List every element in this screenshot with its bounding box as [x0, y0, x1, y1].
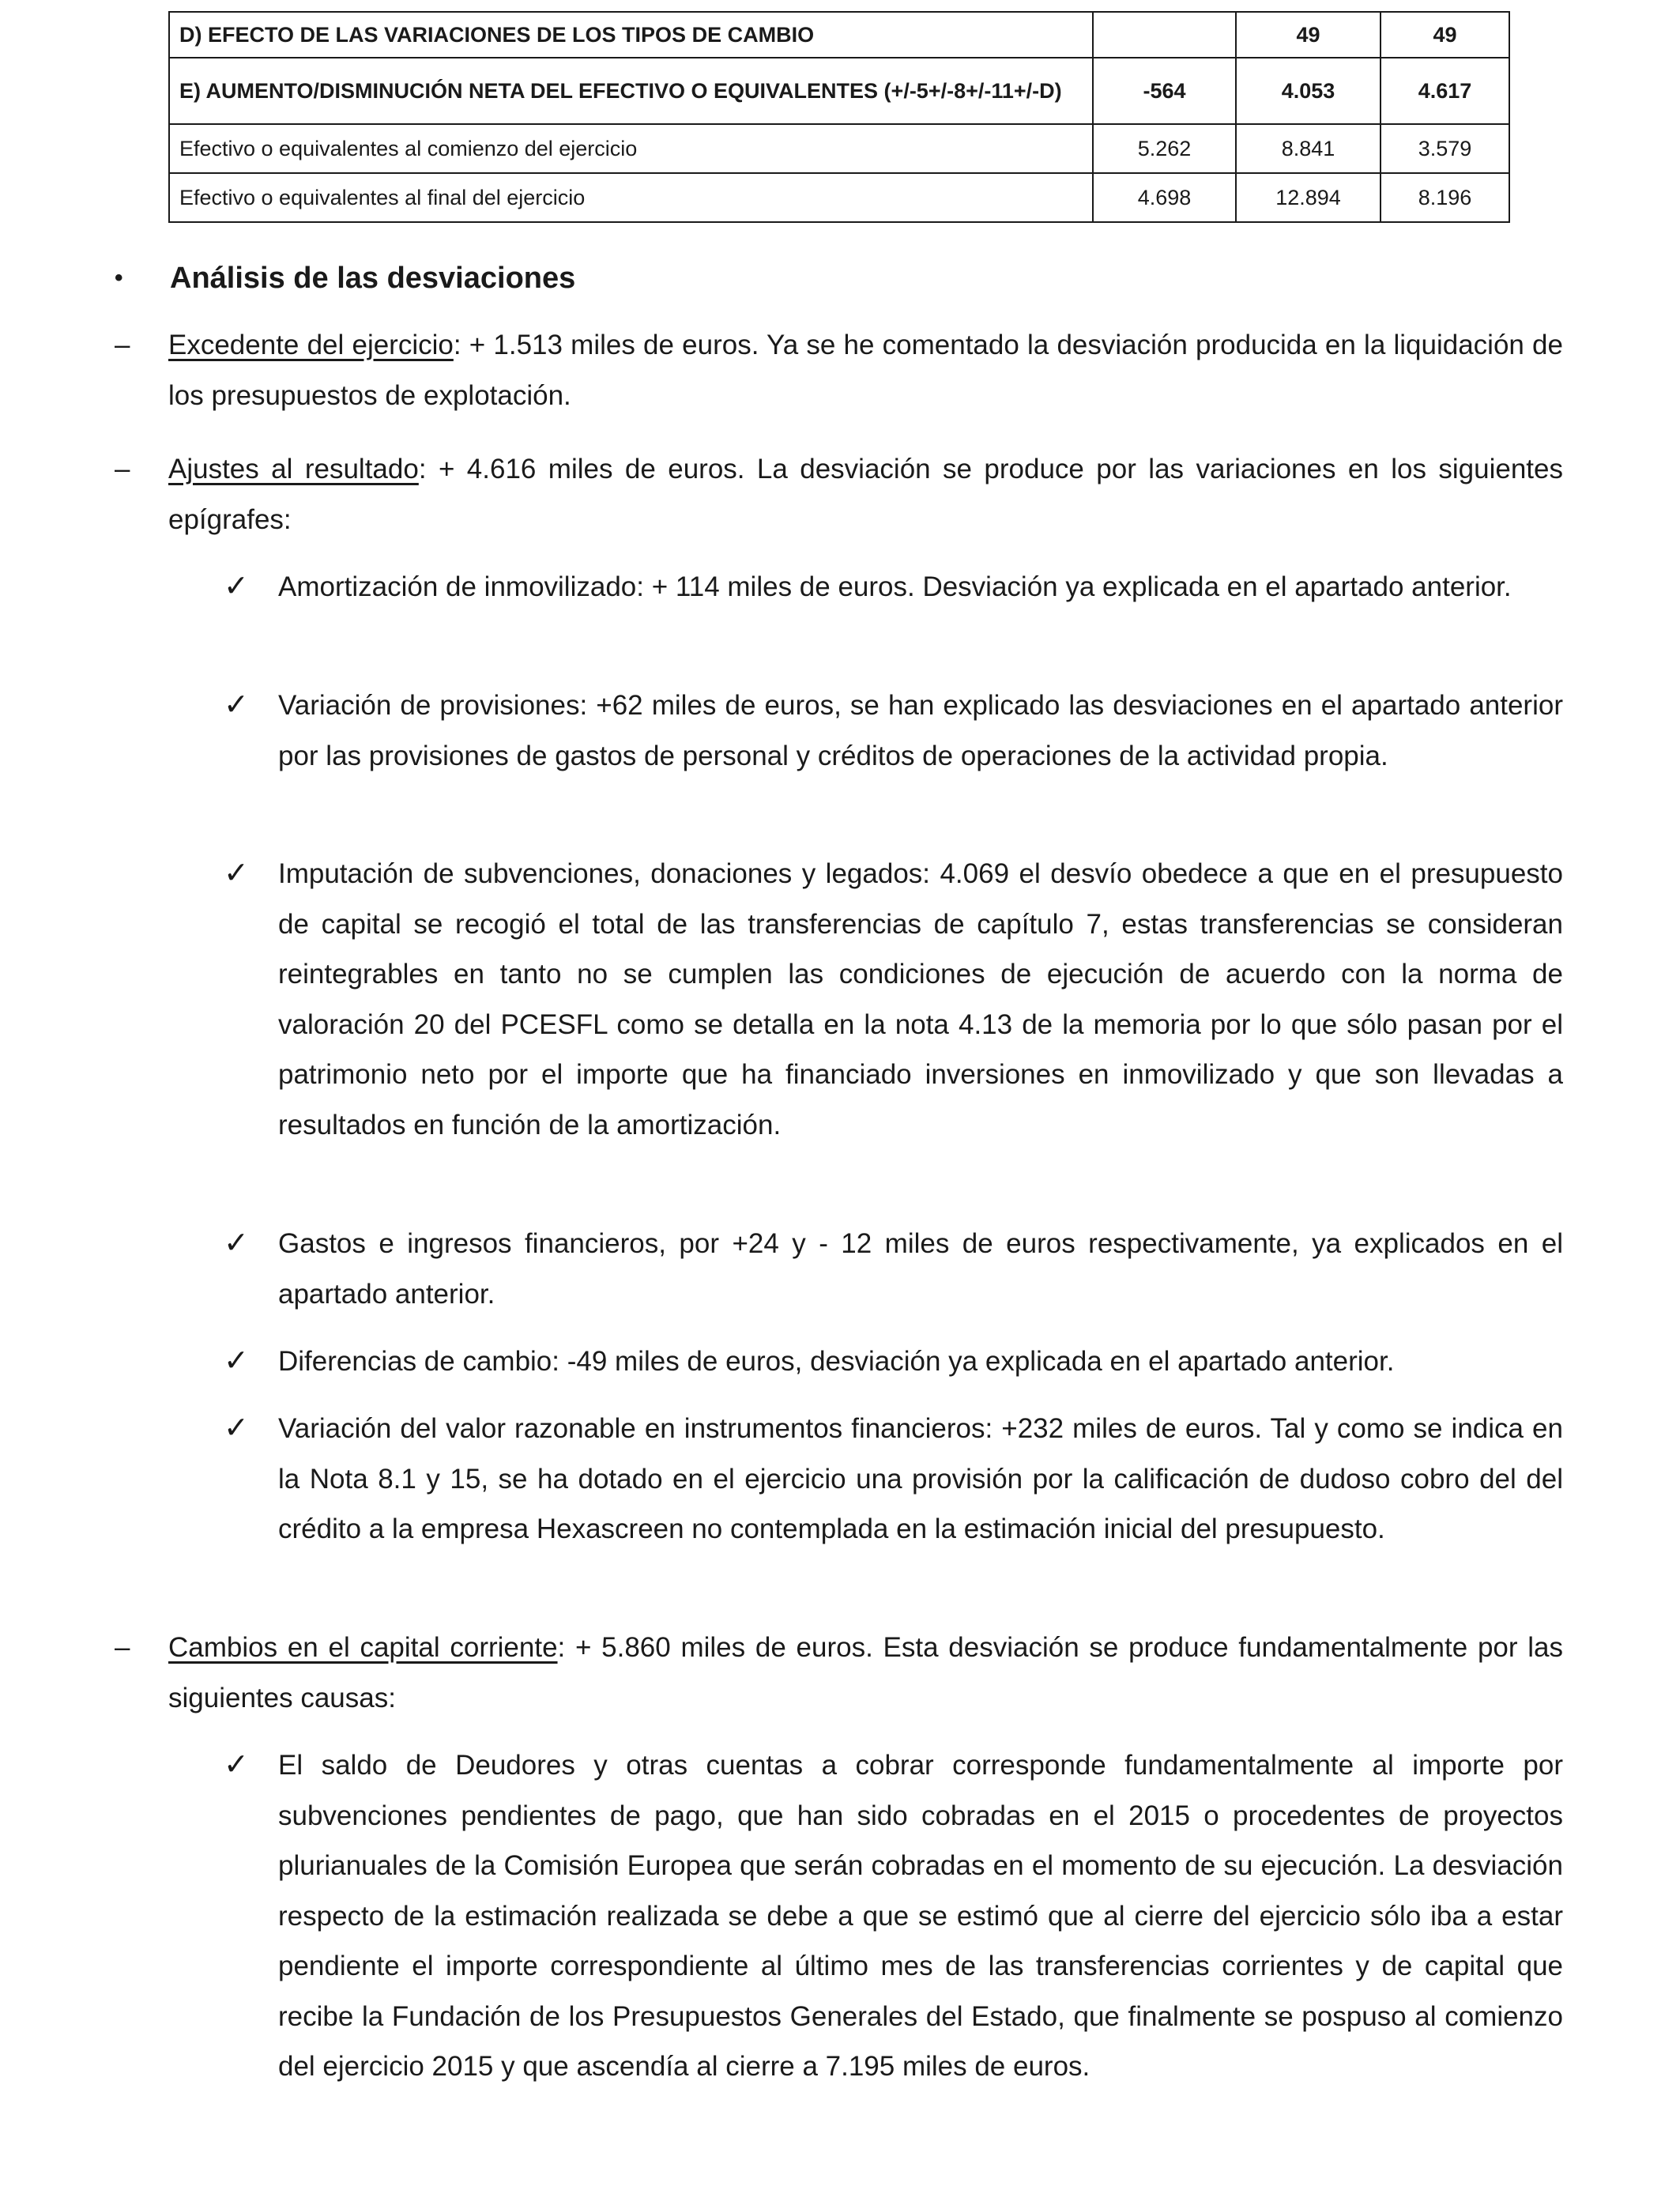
excedente-text: : + 1.513 miles de euros. Ya se he comentado la desviación producida en la liquidación de los presupuestos de explotación.: [168, 330, 1563, 411]
ajustes-label: Ajustes al resultado: [168, 454, 419, 484]
row-label: D) EFECTO DE LAS VARIACIONES DE LOS TIPOS DE CAMBIO: [169, 12, 1093, 58]
cell-value: 8.841: [1236, 124, 1381, 173]
cell-value: 4.053: [1236, 58, 1381, 124]
table-row: [169, 58, 1509, 124]
checkmark-icon: ✓: [224, 857, 249, 890]
ajustes-item: Amortización de inmovilizado: + 114 miles de euros. Desviación ya explicada en el apartado anterior.: [278, 571, 1512, 602]
cambios-item: El saldo de Deudores y otras cuentas a cobrar corresponde fundamentalmente al importe por subvenciones pendientes de pago, que han sido cobradas en el 2015 o procedentes de proyectos plurianuales de la Comisión Europea que serán cobradas en el momento de su ejecución. La desviación respecto de la estimación realizada se debe a que se estimó que al cierre del ejercicio sólo iba a estar pendiente el importe correspondiente al último mes de las transferencias corrientes y de capital que recibe la Fundación de los Presupuestos Generales del Estado, que finalmente se pospuso al comienzo del ejercicio 2015 y que ascendía al cierre a 7.195 miles de euros.: [278, 1750, 1563, 2082]
cambios-label: Cambios en el capital corriente: [168, 1632, 558, 1663]
row-label: Efectivo o equivalentes al final del ejercicio: [169, 173, 1093, 222]
excedente-paragraph: [168, 320, 1563, 420]
bullet-icon: •: [115, 265, 123, 291]
checkmark-icon: ✓: [224, 688, 249, 722]
checkmark-icon: ✓: [224, 1227, 249, 1260]
ajustes-paragraph: [168, 444, 1563, 545]
checkmark-icon: ✓: [224, 570, 249, 603]
ajustes-item: Gastos e ingresos financieros, por +24 y - 12 miles de euros respectivamente, ya explicados en el apartado anterior.: [278, 1228, 1563, 1310]
cambios-paragraph: [168, 1623, 1563, 1723]
cell-value: 49: [1381, 12, 1509, 58]
row-label: E) AUMENTO/DISMINUCIÓN NETA DEL EFECTIVO O EQUIVALENTES (+/-5+/-8+/-11+/-D): [169, 58, 1093, 124]
cell-value: 4.617: [1381, 58, 1509, 124]
cash-flow-table: [168, 11, 1510, 223]
heading-text: Análisis de las desviaciones: [170, 262, 576, 295]
dash-icon: –: [115, 1632, 130, 1663]
cell-value: 4.698: [1093, 173, 1236, 222]
cell-value: 5.262: [1093, 124, 1236, 173]
checkmark-icon: ✓: [224, 1344, 249, 1378]
cell-value: -564: [1093, 58, 1236, 124]
ajustes-item: Imputación de subvenciones, donaciones y legados: 4.069 el desvío obedece a que en el presupuesto de capital se recogió el total de las transferencias de capítulo 7, estas transferencias se consideran reintegrables en tanto no se cumplen las condiciones de ejecución de acuerdo con la norma de valoración 20 del PCESFL como se detalla en la nota 4.13 de la memoria por lo que sólo pasan por el patrimonio neto por el importe que ha financiado inversiones en inmovilizado y que son llevadas a resultados en función de la amortización.: [278, 858, 1563, 1140]
ajustes-item: Variación de provisiones: +62 miles de euros, se han explicado las desviaciones en el apartado anterior por las provisiones de gastos de personal y créditos de operaciones de la actividad propia.: [278, 690, 1563, 771]
cell-value: 3.579: [1381, 124, 1509, 173]
ajustes-text: : + 4.616 miles de euros. La desviación se produce por las variaciones en los siguientes epígrafes:: [168, 454, 1563, 535]
row-label: Efectivo o equivalentes al comienzo del ejercicio: [169, 124, 1093, 173]
cell-value: 12.894: [1236, 173, 1381, 222]
checkmark-icon: ✓: [224, 1748, 249, 1781]
ajustes-item: Diferencias de cambio: -49 miles de euros, desviación ya explicada en el apartado anterior.: [278, 1346, 1395, 1377]
excedente-label: Excedente del ejercicio: [168, 330, 454, 360]
cell-value: [1093, 12, 1236, 58]
checkmark-icon: ✓: [224, 1412, 249, 1445]
ajustes-item: Variación del valor razonable en instrumentos financieros: +232 miles de euros. Tal y como se indica en la Nota 8.1 y 15, se ha dotado en el ejercicio una provisión por la calificación de dudoso cobro del del crédito a la empresa Hexascreen no contemplada en la estimación inicial del presupuesto.: [278, 1413, 1563, 1544]
table-row: [169, 173, 1509, 222]
table-row: [169, 12, 1509, 58]
table-row: [169, 124, 1509, 173]
cell-value: 49: [1236, 12, 1381, 58]
cell-value: 8.196: [1381, 173, 1509, 222]
dash-icon: –: [115, 454, 130, 484]
dash-icon: –: [115, 330, 130, 360]
cambios-text: : + 5.860 miles de euros. Esta desviación se produce fundamentalmente por las siguientes causas:: [168, 1632, 1563, 1713]
